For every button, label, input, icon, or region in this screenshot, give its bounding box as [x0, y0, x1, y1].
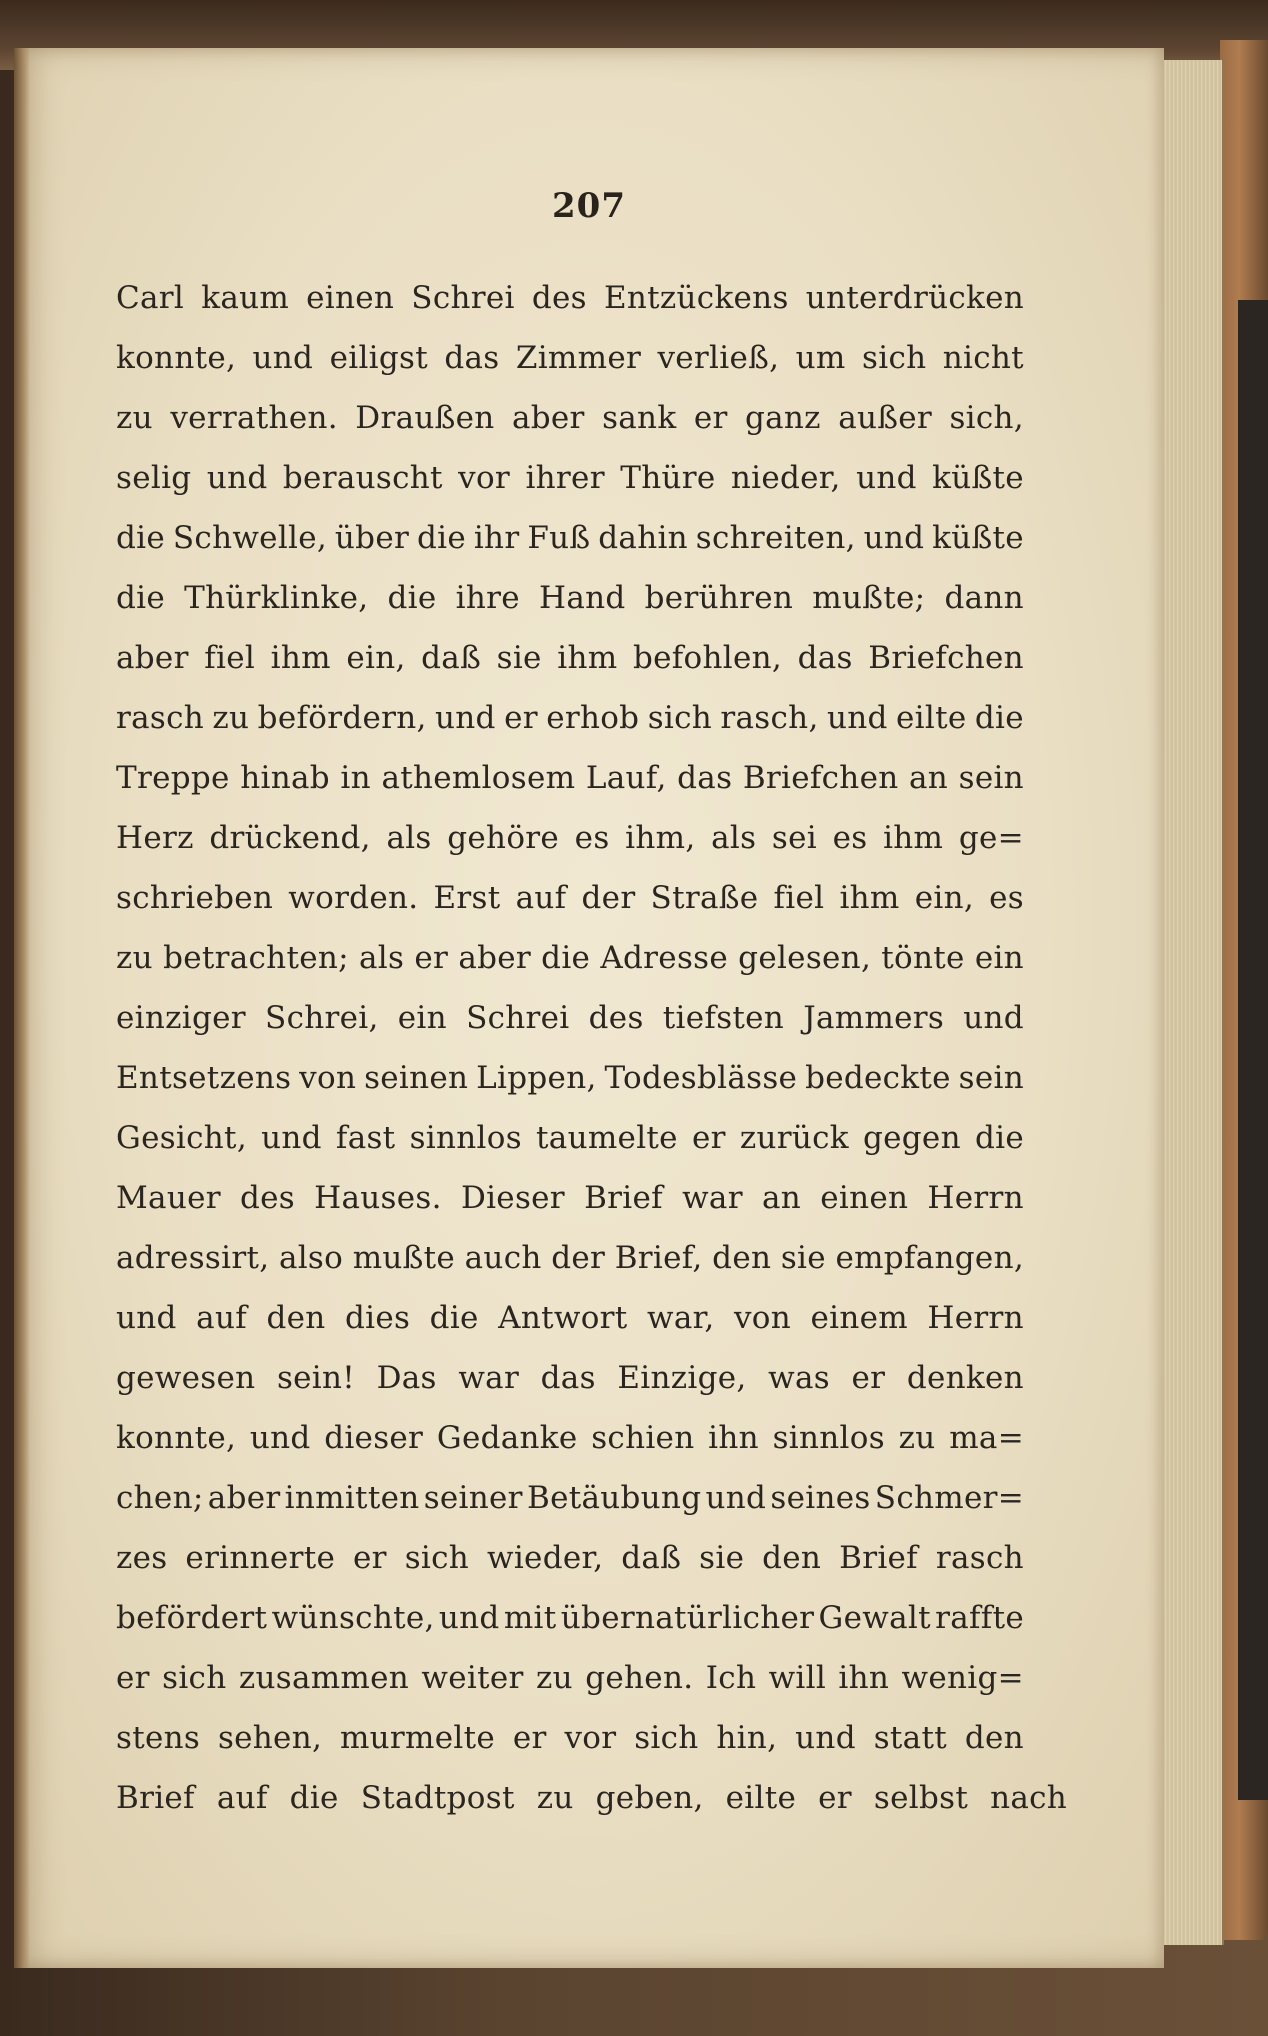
word: Entzückens [603, 280, 789, 316]
word: befohlen, [632, 640, 783, 676]
word: ein, [914, 880, 975, 916]
word: er [414, 940, 449, 976]
word: verrathen. [170, 400, 338, 436]
word: auf [196, 1300, 247, 1336]
word: daß [421, 640, 482, 676]
text-line [116, 1408, 1024, 1468]
text-line [116, 1288, 1024, 1348]
word: statt [873, 1720, 947, 1756]
word: Herrn [927, 1300, 1024, 1336]
word: einem [810, 1300, 908, 1336]
word: Stadtpost [360, 1780, 515, 1816]
word: sich [162, 1660, 227, 1696]
text-line [116, 1228, 1024, 1288]
word: des [588, 1000, 644, 1036]
word: tönte [881, 940, 965, 976]
word: dieser [324, 1420, 424, 1456]
word: Gesicht, [116, 1120, 247, 1156]
word: Zimmer [515, 340, 642, 376]
word: Lippen, [476, 1060, 597, 1096]
word: er [504, 700, 538, 736]
text-line [116, 688, 1024, 748]
word: befördert [116, 1600, 268, 1636]
word: das [540, 1360, 596, 1396]
word: dies [344, 1300, 411, 1336]
text-line [116, 1108, 1024, 1168]
word: den [964, 1720, 1024, 1756]
word: aber [207, 1480, 281, 1516]
text-line [116, 1708, 1024, 1768]
word: Thüre [620, 460, 716, 496]
word: und [206, 460, 268, 496]
word: den [762, 1540, 822, 1576]
word: Schrei, [265, 1000, 379, 1036]
word: sich [647, 700, 713, 736]
word: Mauer [116, 1180, 221, 1216]
word: ihm [557, 640, 618, 676]
word: die [416, 520, 466, 556]
text-line [116, 268, 1024, 328]
word: sie [780, 1240, 826, 1276]
word: dann [944, 580, 1024, 616]
word: selig [116, 460, 192, 496]
word: Entsetzens [116, 1060, 292, 1096]
word: Schrei [411, 280, 515, 316]
word: eilte [725, 1780, 797, 1816]
word: ihn [838, 1660, 890, 1696]
word: selbst [873, 1780, 969, 1816]
word: sie [699, 1540, 745, 1576]
word: war [682, 1180, 743, 1216]
word: ein [974, 940, 1024, 976]
word: gehöre [447, 820, 560, 856]
word: zurück [739, 1120, 849, 1156]
word: auf [216, 1780, 268, 1816]
word: den [712, 1240, 772, 1276]
word: eilte [896, 700, 967, 736]
word: außer [838, 400, 933, 436]
word: die [541, 940, 591, 976]
word: die [974, 700, 1024, 736]
word: Schwelle, [172, 520, 328, 556]
word: zu [116, 400, 153, 436]
text-line [116, 868, 1024, 928]
word: Schmer= [874, 1480, 1024, 1516]
word: als [386, 820, 432, 856]
word: Hand [539, 580, 626, 616]
word: konnte, [116, 340, 237, 376]
word: einziger [116, 1000, 246, 1036]
word: Erst [433, 880, 501, 916]
word: aber [511, 400, 585, 436]
word: verließ, [657, 340, 780, 376]
text-line [116, 1348, 1024, 1408]
word: weiter [421, 1660, 524, 1696]
word: von [733, 1300, 792, 1336]
text-line [116, 388, 1024, 448]
word: fiel [773, 880, 825, 916]
word: seiner [423, 1480, 523, 1516]
word: Das [376, 1360, 437, 1396]
word: seines [770, 1480, 871, 1516]
word: er [512, 1720, 547, 1756]
word: ihr [473, 520, 520, 556]
word: Treppe [116, 760, 230, 796]
word: und [863, 520, 925, 556]
word: bedeckte [805, 1060, 951, 1096]
word: Todesblässe [604, 1060, 798, 1096]
word: es [574, 820, 610, 856]
word: Herz [116, 820, 194, 856]
text-line [116, 1528, 1024, 1588]
word: Brief, [614, 1240, 703, 1276]
word: worden. [288, 880, 419, 916]
word: auch [464, 1240, 542, 1276]
word: der [551, 1240, 606, 1276]
word: die [974, 1120, 1024, 1156]
word: auf [515, 880, 567, 916]
word: raffte [935, 1600, 1024, 1636]
word: aber [458, 940, 532, 976]
word: nicht [942, 340, 1024, 376]
word: wieder, [487, 1540, 604, 1576]
word: nieder, [730, 460, 841, 496]
word: schien [591, 1420, 695, 1456]
word: küßte [932, 520, 1024, 556]
word: vor [564, 1720, 617, 1756]
word: hinab [240, 760, 330, 796]
word: und [249, 1420, 311, 1456]
word: mit [503, 1600, 557, 1636]
word: berühren [644, 580, 794, 616]
word: Schrei [466, 1000, 570, 1036]
word: zes [116, 1540, 168, 1576]
word: nach [990, 1780, 1068, 1816]
word: die [429, 1300, 479, 1336]
word: wünschte, [271, 1600, 435, 1636]
word: gehen. [585, 1660, 694, 1696]
word: gewesen [116, 1360, 256, 1396]
word: drückend, [209, 820, 371, 856]
word: küßte [932, 460, 1024, 496]
word: ihm [270, 640, 331, 676]
word: konnte, [116, 1420, 237, 1456]
word: ein, [346, 640, 406, 676]
text-line [116, 1468, 1024, 1528]
word: den [266, 1300, 326, 1336]
text-line [116, 748, 1024, 808]
word: rasch, [720, 700, 819, 736]
word: Brief [116, 1780, 195, 1816]
word: Hauses. [314, 1180, 442, 1216]
word: und [963, 1000, 1024, 1036]
word: zu [536, 1780, 574, 1816]
word: zu [535, 1660, 573, 1696]
word: wenig= [901, 1660, 1024, 1696]
word: Einzige, [617, 1360, 747, 1396]
word: er [818, 1780, 852, 1816]
word: Briefchen [868, 640, 1024, 676]
word: zu [212, 700, 250, 736]
word: als [711, 820, 757, 856]
word: athemlosem [381, 760, 576, 796]
word: zusammen [238, 1660, 410, 1696]
word: übernatürlicher [560, 1600, 815, 1636]
word: ihre [455, 580, 520, 616]
word: betrachten; [163, 940, 349, 976]
word: fast [335, 1120, 396, 1156]
word: ihn [708, 1420, 759, 1456]
text-line [116, 1648, 1024, 1708]
word: rasch [116, 700, 205, 736]
word: es [832, 820, 868, 856]
word: denken [906, 1360, 1024, 1396]
word: Thürklinke, [184, 580, 369, 616]
word: schreiten, [695, 520, 856, 556]
word: er [851, 1360, 886, 1396]
word: vor [458, 460, 511, 496]
word: war, [647, 1300, 715, 1336]
page-gutter [14, 48, 30, 1968]
word: fiel [204, 640, 256, 676]
body-text [116, 268, 1068, 1828]
word: was [768, 1360, 830, 1396]
word: Gedanke [436, 1420, 578, 1456]
word: ihrer [525, 460, 605, 496]
word: und [438, 1600, 500, 1636]
word: die [116, 520, 166, 556]
word: gegen [862, 1120, 961, 1156]
word: an [762, 1180, 802, 1216]
word: sich [404, 1540, 470, 1576]
word: berauscht [282, 460, 443, 496]
word: Lauf, [585, 760, 667, 796]
word: der [581, 880, 636, 916]
text-line [116, 1048, 1024, 1108]
word: sein [958, 760, 1024, 796]
word: des [531, 280, 587, 316]
word: er [693, 400, 728, 436]
word: sank [602, 400, 677, 436]
word: es [989, 880, 1024, 916]
word: Carl [116, 280, 185, 316]
word: Herrn [927, 1180, 1024, 1216]
word: einen [820, 1180, 909, 1216]
word: und [826, 700, 888, 736]
word: von [299, 1060, 357, 1096]
word: ihm [839, 880, 900, 916]
word: schrieben [116, 880, 274, 916]
word: und [435, 700, 496, 736]
word: sich [634, 1720, 699, 1756]
word: Draußen [355, 400, 495, 436]
word: ge= [958, 820, 1024, 856]
book-page [14, 48, 1164, 1968]
text-line [116, 808, 1024, 868]
word: erhob [546, 700, 640, 736]
word: rasch [935, 1540, 1024, 1576]
word: also [278, 1240, 344, 1276]
word: um [795, 340, 846, 376]
book-spine-dark [1238, 300, 1268, 1800]
word: empfangen, [835, 1240, 1024, 1276]
word: ihm [883, 820, 944, 856]
word: einen [306, 280, 395, 316]
word: Betäubung [526, 1480, 702, 1516]
word: sinnlos [409, 1120, 522, 1156]
word: stens [116, 1720, 201, 1756]
word: das [677, 760, 733, 796]
word: adressirt, [116, 1240, 270, 1276]
word: sich [862, 340, 927, 376]
word: seinen [364, 1060, 469, 1096]
word: und [261, 1120, 322, 1156]
word: sich, [949, 400, 1024, 436]
text-line [116, 328, 1024, 388]
word: murmelte [339, 1720, 496, 1756]
word: ma= [949, 1420, 1024, 1456]
text-line [116, 988, 1024, 1048]
word: Adresse [600, 940, 729, 976]
word: erinnerte [185, 1540, 336, 1576]
word: war [458, 1360, 520, 1396]
text-line [116, 508, 1024, 568]
word: gelesen, [738, 940, 872, 976]
word: Straße [650, 880, 759, 916]
word: befördern, [257, 700, 427, 736]
word: er [691, 1120, 726, 1156]
word: mußte [352, 1240, 456, 1276]
word: Ich [705, 1660, 757, 1696]
word: daß [621, 1540, 682, 1576]
word: tiefsten [662, 1000, 785, 1036]
word: zu [116, 940, 153, 976]
word: Antwort [498, 1300, 628, 1336]
text-line [116, 568, 1024, 628]
word: zu [898, 1420, 936, 1456]
word: inmitten [284, 1480, 420, 1516]
word: als [359, 940, 405, 976]
word: chen; [116, 1480, 204, 1516]
word: aber [116, 640, 189, 676]
word: sei [771, 820, 817, 856]
text-line [116, 1588, 1024, 1648]
word: Gewalt [818, 1600, 931, 1636]
word: sinnlos [772, 1420, 885, 1456]
word: ganz [744, 400, 821, 436]
word: taumelte [536, 1120, 678, 1156]
word: und [705, 1480, 767, 1516]
page-number: 207 [552, 186, 626, 226]
text-line [116, 628, 1024, 688]
word: sie [496, 640, 542, 676]
word: das [797, 640, 853, 676]
word: ihm, [625, 820, 696, 856]
word: sein [958, 1060, 1024, 1096]
word: an [909, 760, 949, 796]
word: kaum [201, 280, 290, 316]
word: ein [397, 1000, 447, 1036]
word: des [240, 1180, 296, 1216]
word: Brief [839, 1540, 918, 1576]
word: das [444, 340, 500, 376]
word: die [387, 580, 437, 616]
word: und [116, 1300, 177, 1336]
word: unterdrücken [805, 280, 1024, 316]
word: sein! [276, 1360, 356, 1396]
word: eiligst [329, 340, 428, 376]
word: er [116, 1660, 150, 1696]
text-line [116, 1768, 1068, 1828]
word: will [768, 1660, 827, 1696]
word: mußte; [812, 580, 926, 616]
word: Dieser [460, 1180, 565, 1216]
word: Brief [584, 1180, 663, 1216]
word: die [116, 580, 166, 616]
word: geben, [595, 1780, 704, 1816]
word: und [795, 1720, 856, 1756]
text-line [116, 448, 1024, 508]
word: sehen, [217, 1720, 323, 1756]
word: dahin [598, 520, 688, 556]
word: hin, [716, 1720, 778, 1756]
word: Fuß [527, 520, 591, 556]
text-line [116, 928, 1024, 988]
word: und [856, 460, 917, 496]
text-line [116, 1168, 1024, 1228]
word: und [252, 340, 314, 376]
word: er [353, 1540, 387, 1576]
word: die [289, 1780, 339, 1816]
word: Jammers [803, 1000, 945, 1036]
word: Briefchen [742, 760, 899, 796]
word: über [334, 520, 410, 556]
word: in [340, 760, 371, 796]
